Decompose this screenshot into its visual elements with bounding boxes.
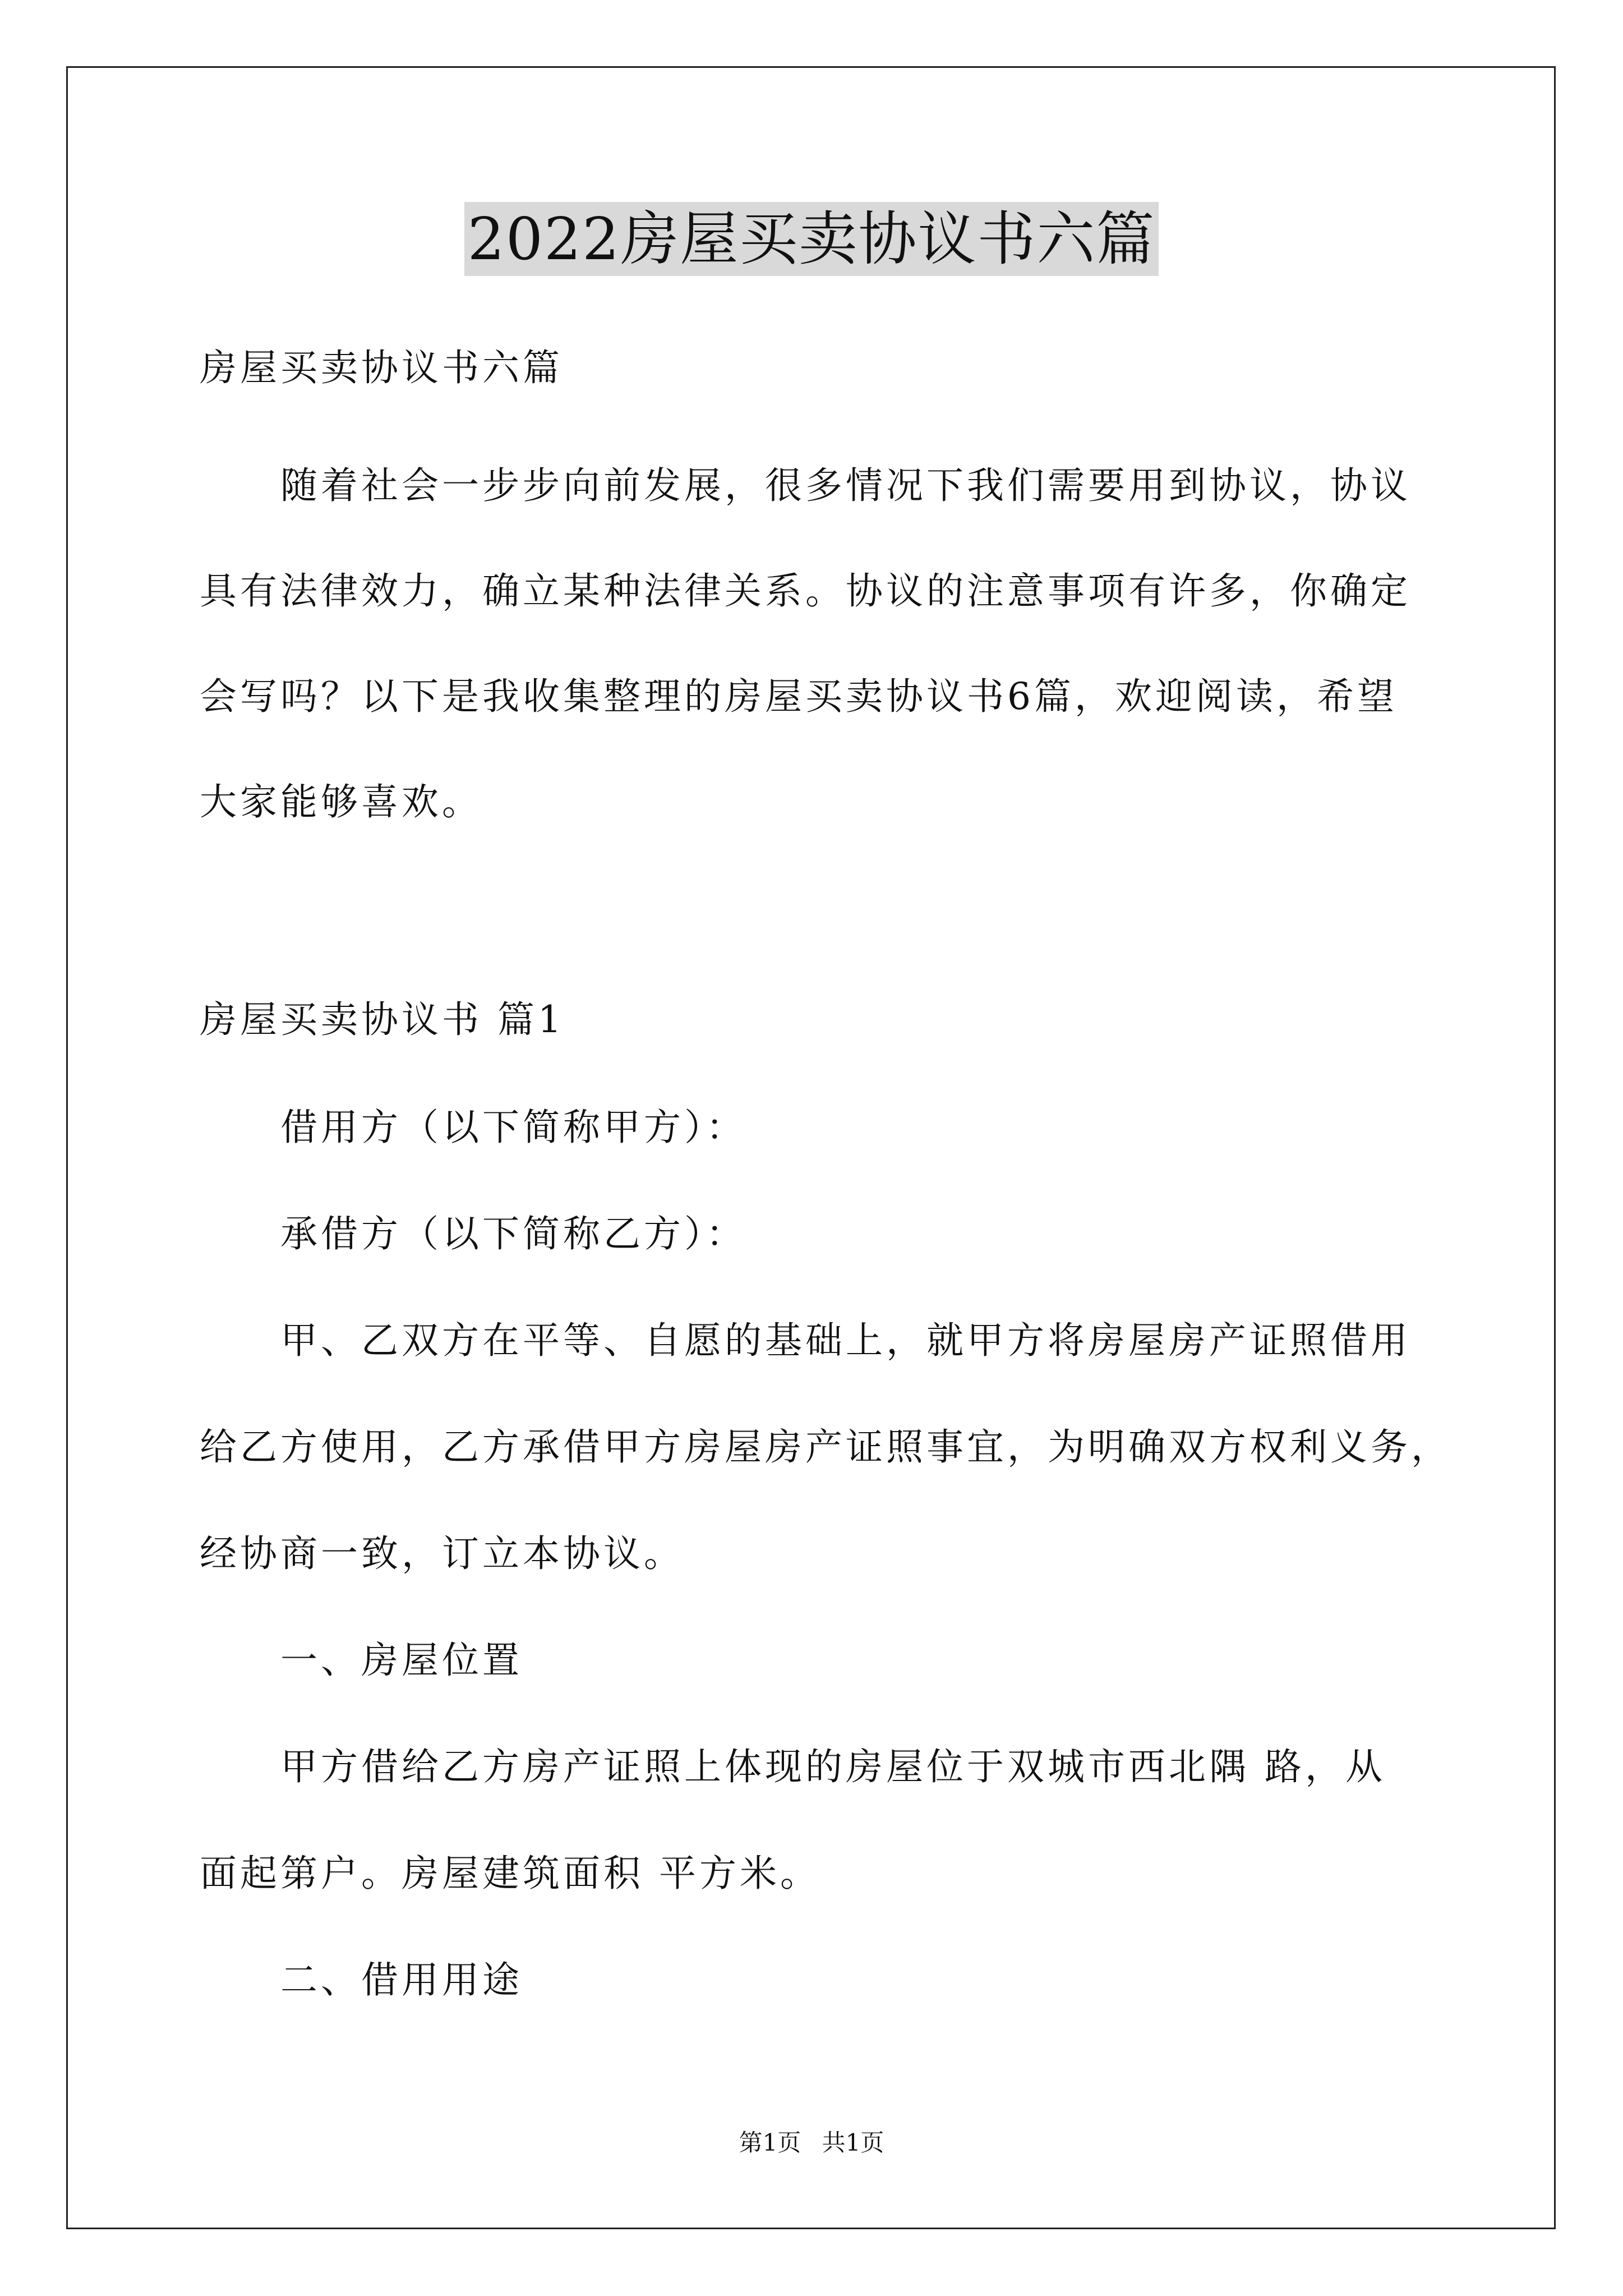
title-container <box>0 202 1623 276</box>
agreement-line-3: 经协商一致，订立本协议。 <box>200 1532 684 1575</box>
clause1-line-2: 面起第户。房屋建筑面积 平方米。 <box>200 1852 820 1895</box>
section-heading: 房屋买卖协议书 篇1 <box>200 998 565 1041</box>
clause1-heading: 一、房屋位置 <box>280 1639 523 1682</box>
party-b-line: 承借方（以下简称乙方）： <box>280 1212 746 1255</box>
clause2-heading: 二、借用用途 <box>280 1958 523 2001</box>
intro-line-1: 随着社会一步步向前发展，很多情况下我们需要用到协议，协议 <box>280 464 1411 507</box>
page-number: 第1页 <box>739 2129 801 2156</box>
page-total: 共1页 <box>822 2129 884 2156</box>
subtitle: 房屋买卖协议书六篇 <box>200 346 563 389</box>
intro-line-4: 大家能够喜欢。 <box>200 780 482 823</box>
intro-line-2: 具有法律效力，确立某种法律关系。协议的注意事项有许多，你确定 <box>200 569 1411 613</box>
intro-line-3: 会写吗？以下是我收集整理的房屋买卖协议书6篇，欢迎阅读，希望 <box>200 675 1398 718</box>
document-title: 2022房屋买卖协议书六篇 <box>464 202 1159 276</box>
clause1-line-1: 甲方借给乙方房产证照上体现的房屋位于双城市西北隅 路，从 <box>280 1745 1386 1788</box>
party-a-line: 借用方（以下简称甲方）： <box>280 1106 746 1149</box>
agreement-line-1: 甲、乙双方在平等、自愿的基础上，就甲方将房屋房产证照借用 <box>280 1319 1411 1362</box>
agreement-line-2: 给乙方使用，乙方承借甲方房屋房产证照事宜，为明确双方权利义务， <box>200 1425 1451 1469</box>
page-footer <box>0 2127 1623 2159</box>
